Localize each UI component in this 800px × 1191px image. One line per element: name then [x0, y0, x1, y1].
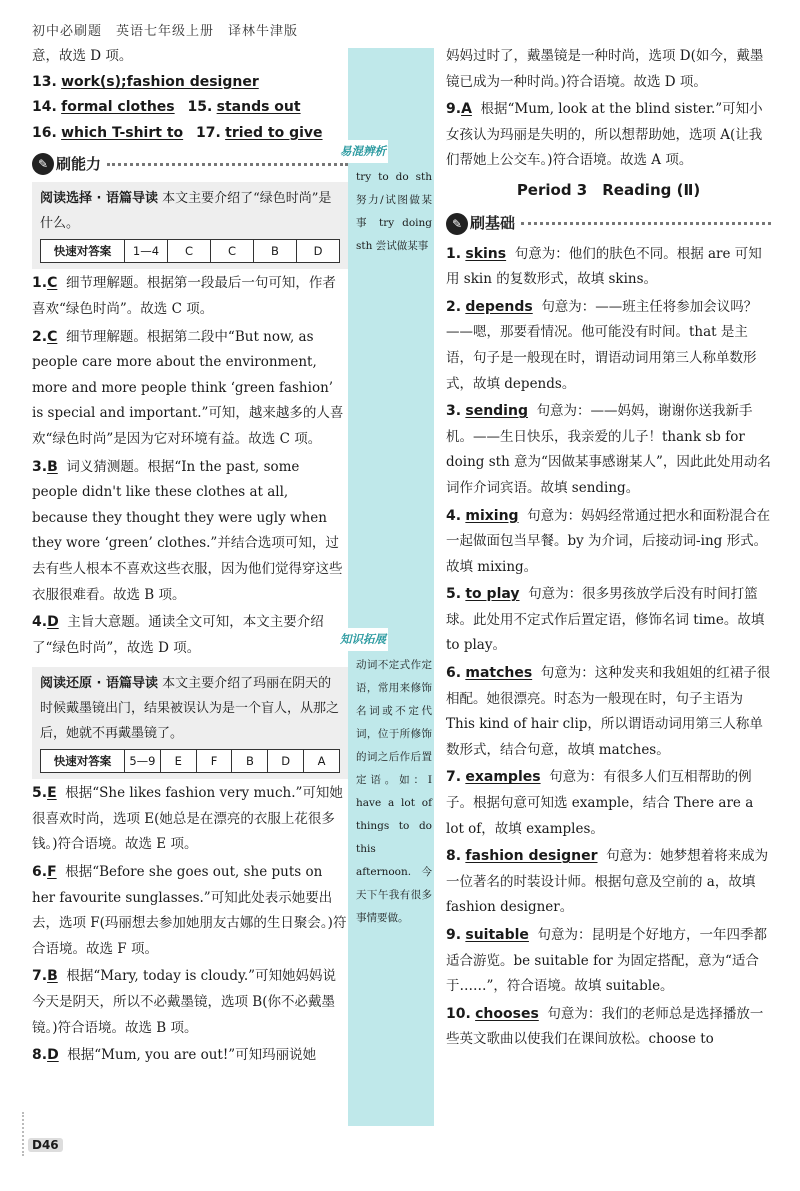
answer-item: 7. examples 句意为：有很多人们互相帮助的例子。根据句意可知选 example，结合 There are a lot of，故填 examples。: [446, 769, 754, 837]
left-column: [32, 44, 348, 1069]
answer-item: 6.F 根据“Before she goes out, she puts on her favourite sunglasses.”可知此处表示她要出去，选项 F(玛丽想去参加她朋友古娜的生日聚会。)符合语境。故选 F 项。: [32, 864, 347, 957]
answer-item: 3. sending 句意为：——妈妈，谢谢你送我新手机。——生日快乐，我亲爱的儿子！thank sb for doing sth 意为“因做某事感谢某人”，因此此处用动名词作介词宾语。故填 sending。: [446, 403, 771, 496]
answer-item: 3.B 词义猜测题。根据“In the past, some people didn't like these clothes at all, because they thought they were ugly when they wore ‘green’ clothes.”并结合选项可知，过去有些人根本不喜欢这些衣服，因为他们觉得穿这些衣服很难看。故选 B 项。: [32, 458, 343, 603]
section-header: [446, 208, 771, 240]
page-number: D46: [28, 1138, 63, 1152]
answer-item: 10. chooses 句意为：我们的老师总是选择播放一些英文歌曲以使我们在课间放松。choose to: [446, 1005, 764, 1048]
fill-answer-row: 14. formal clothes 15. stands out: [32, 99, 301, 116]
answer-item: 8.D 根据“Mum, you are out!”可知玛丽说她: [32, 1047, 317, 1064]
continued-text: 意，故选 D 项。: [32, 48, 133, 64]
continued-text: 妈妈过时了，戴墨镜是一种时尚，选项 D(如今，戴墨镜已成为一种时尚。)符合语境。故选 D 项。: [446, 48, 764, 90]
dotted-divider: [107, 163, 348, 166]
note-confusable: try to do sth 努力/试图做某事 try doing sth 尝试做某事: [356, 171, 432, 252]
running-header: 初中必刷题 英语七年级上册 译林牛津版: [32, 24, 299, 39]
answer-item: 9.A 根据“Mum, look at the blind sister.”可知小女孩认为玛丽是失明的，所以想帮助她，选项 A(让我们帮她上公交车。)符合语境。故选 A 项。: [446, 101, 763, 169]
fill-answer: formal clothes: [61, 99, 175, 116]
pen-icon: ✎: [446, 213, 468, 235]
section-badge: ✎ 刷基础: [446, 211, 515, 237]
fill-answer: work(s);fashion designer: [61, 73, 259, 90]
page-edge-marker: [0, 1112, 24, 1156]
guide-title: 阅读还原 · 语篇导读: [40, 676, 158, 692]
answer-item: 5. to play 句意为：很多男孩放学后没有时间打篮球。此处用不定式作后置定语，修饰名词 time。故填 to play。: [446, 586, 765, 654]
pen-icon: ✎: [32, 153, 54, 175]
right-column: [446, 44, 771, 1053]
note-tag-confusable: 易混辨析: [338, 140, 388, 163]
answer-key-table: 快速对答案 5—9 E F B D A: [40, 749, 340, 773]
answer-item: 5.E 根据“She likes fashion very much.”可知她很喜欢时尚，选项 E(她总是在漂亮的衣服上花很多钱。)符合语境。故选 E 项。: [32, 785, 343, 853]
answer-item: 2.C 细节理解题。根据第二段中“But now, as people care more about the environment, more and more people think ‘green fashion’ is special and important.”可知，越来越多的人喜欢“绿色时尚”是因为它对环境有益。故选 C 项。: [32, 328, 344, 447]
answer-item: 9. suitable 句意为：昆明是个好地方，一年四季都适合游览。be suitable for 为固定搭配，意为“适合于……”，符合语境。故填 suitable。: [446, 927, 768, 995]
fill-answer: stands out: [216, 99, 301, 116]
answer-item: 1. skins 句意为：他们的肤色不同。根据 are 可知用 skin 的复数形式，故填 skins。: [446, 245, 762, 288]
period-title: Period 3 Reading (Ⅱ): [516, 180, 701, 199]
answer-item: 7.B 根据“Mary, today is cloudy.”可知她妈妈说今天是阴天，所以不必戴墨镜，选项 B(你不必戴墨镜。)符合语境。故选 B 项。: [32, 968, 337, 1036]
fill-answer: which T-shirt to: [61, 124, 184, 141]
answer-item: 4. mixing 句意为：妈妈经常通过把水和面粉混合在一起做面包当早餐。by 为介词，后接动词-ing 形式。故填 mixing。: [446, 507, 771, 575]
notes-sidebar: [340, 48, 434, 1126]
note-tag-extension: 知识拓展: [338, 628, 388, 651]
answer-item: 8. fashion designer 句意为：她梦想着将来成为一位著名的时装设计师。根据句意及空前的 a，故填 fashion designer。: [446, 848, 769, 916]
note-extension: 动词不定式作定语，常用来修饰名词或不定代词，位于所修饰的词之后作后置定语。如：I have a lot of things to do this afternoon. 今天下午我有很多事情要做。: [356, 659, 432, 924]
section-badge: ✎ 刷能力: [32, 152, 101, 178]
fill-answer: tried to give: [225, 124, 323, 141]
dotted-divider: [521, 222, 771, 225]
guide-title: 阅读选择 · 语篇导读: [40, 191, 158, 207]
guide-text: 本文主要介绍了“绿色时尚”是什么。: [40, 191, 332, 232]
restore-guide-box: [32, 667, 348, 779]
answer-item: 2. depends 句意为：——班主任将参加会议吗？——嗯，那要看情况。他可能没有时间。that 是主语，句子是一般现在时，谓语动词用第三人称单数形式，故填 depends。: [446, 298, 758, 392]
fill-answer-row: 16. which T-shirt to 17. tried to give: [32, 124, 323, 141]
answer-key-table: 快速对答案 1—4 C C B D: [40, 239, 340, 263]
section-header: [32, 148, 348, 180]
answer-item: 6. matches 句意为：这种发夹和我姐姐的红裙子很相配。她很漂亮。时态为一般现在时，句子主语为 This kind of hair clip，所以谓语动词用第三人称单数形式，结合句意，故填 matches。: [446, 665, 771, 758]
fill-answer-row: 13. work(s);fashion designer: [32, 73, 259, 90]
answer-item: 4.D 主旨大意题。通读全文可知，本文主要介绍了“绿色时尚”，故选 D 项。: [32, 614, 324, 656]
reading-guide-box: [32, 182, 348, 269]
answer-item: 1.C 细节理解题。根据第一段最后一句可知，作者喜欢“绿色时尚”。故选 C 项。: [32, 275, 336, 317]
guide-text: 本文主要介绍了玛丽在阴天的时候戴墨镜出门，结果被误认为是一个盲人，从那之后，她就不再戴墨镜了。: [40, 676, 340, 742]
